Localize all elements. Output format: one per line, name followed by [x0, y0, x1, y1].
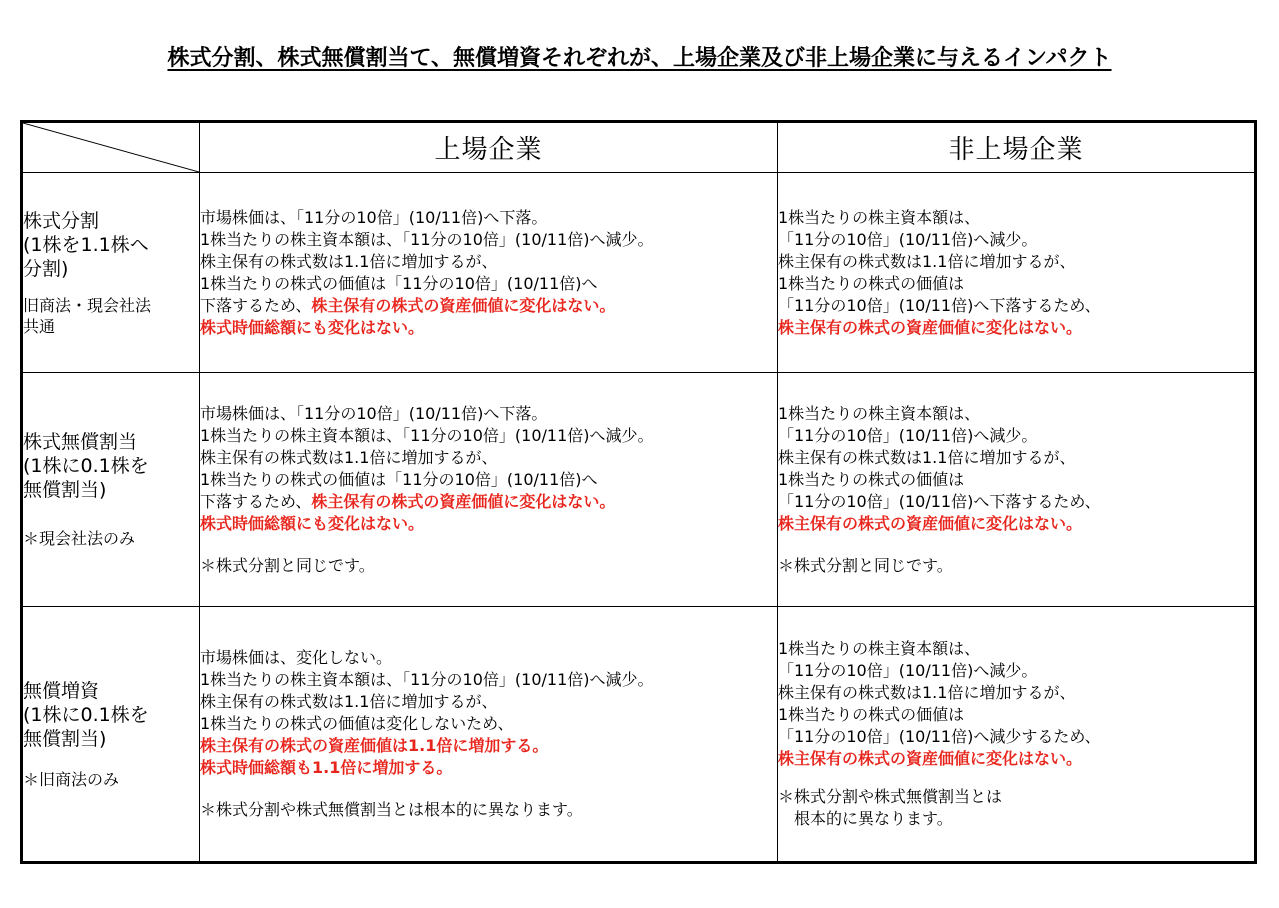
- cell-line: 株主保有の株式数は1.1倍に増加するが、: [200, 251, 498, 271]
- cell-free-capital-increase-unlisted: [778, 607, 1256, 863]
- highlight-line: 株式時価総額にも変化はない。: [200, 317, 425, 337]
- cell-line: 市場株価は、変化しない。: [200, 648, 393, 667]
- highlight-line: 株主保有の株式の資産価値に変化はない。: [778, 317, 1083, 337]
- cell-line: 「11分の10倍」(10/11倍)へ減少。: [778, 425, 1038, 445]
- cell-line: 1株当たりの株主資本額は、: [778, 403, 981, 423]
- cell-stock-split-listed: [200, 173, 778, 373]
- cell-line: 株主保有の株式数は1.1倍に増加するが、: [778, 683, 1076, 702]
- highlight-line: 株主保有の株式の資産価値は1.1倍に増加する。: [200, 736, 549, 755]
- cell-line: 「11分の10倍」(10/11倍)へ減少するため、: [778, 727, 1101, 746]
- document-title-text: 株式分割、株式無償割当て、無償増資それぞれが、上場企業及び非上場企業に与えるインパクト: [167, 46, 1112, 71]
- header-listed: 上場企業: [200, 122, 778, 173]
- row-header-free-capital-increase: [22, 607, 200, 863]
- cell-line: 株主保有の株式数は1.1倍に増加するが、: [200, 692, 498, 711]
- cell-line: 株主保有の株式数は1.1倍に増加するが、: [778, 251, 1076, 271]
- cell-stock-split-unlisted: [778, 173, 1256, 373]
- diagonal-line: [23, 123, 199, 172]
- cell-line: 1株当たりの株主資本額は、「11分の10倍」(10/11倍)へ減少。: [200, 229, 654, 249]
- cell-line: 株主保有の株式数は1.1倍に増加するが、: [200, 447, 498, 467]
- cell-line: [200, 295, 777, 317]
- cell-line: 「11分の10倍」(10/11倍)へ下落するため、: [778, 491, 1101, 511]
- cell-free-capital-increase-listed: [200, 607, 778, 863]
- cell-line: 1株当たりの株式の価値は: [778, 469, 965, 489]
- row-header-stock-split: [22, 173, 200, 373]
- header-unlisted: 非上場企業: [778, 122, 1256, 173]
- highlight-text: 株主保有の株式の資産価値に変化はない。: [311, 295, 616, 315]
- table-row-stock-split: [22, 173, 1256, 373]
- highlight-line: 株式時価総額も1.1倍に増加する。: [200, 758, 453, 777]
- cell-line: 1株当たりの株主資本額は、: [778, 207, 981, 227]
- cell-line: 1株当たりの株式の価値は変化しないため、: [200, 714, 514, 733]
- row-header-free-allotment: [22, 373, 200, 607]
- row-note: ＊旧商法のみ: [23, 769, 120, 789]
- cell-line: 1株当たりの株主資本額は、: [778, 639, 981, 658]
- cell-text: 下落するため、: [200, 295, 312, 315]
- row-name: 株式無償割当 (1株に0.1株を 無償割当): [23, 431, 149, 501]
- table-row-free-allotment: [22, 373, 1256, 607]
- row-note: ＊現会社法のみ: [23, 529, 136, 548]
- cell-line: 「11分の10倍」(10/11倍)へ減少。: [778, 229, 1038, 249]
- cell-note: ＊株式分割や株式無償割当とは 根本的に異なります。: [778, 787, 1003, 828]
- cell-line: 1株当たりの株主資本額は、「11分の10倍」(10/11倍)へ減少。: [200, 425, 654, 445]
- highlight-line: 株式時価総額にも変化はない。: [200, 513, 425, 533]
- cell-line: 市場株価は、「11分の10倍」(10/11倍)へ下落。: [200, 207, 548, 227]
- highlight-text: 株主保有の株式の資産価値に変化はない。: [311, 491, 616, 511]
- comparison-table: [20, 120, 1257, 864]
- cell-line: 1株当たりの株式の価値は「11分の10倍」(10/11倍)へ: [200, 469, 598, 489]
- cell-line: [200, 491, 777, 513]
- highlight-line: 株主保有の株式の資産価値に変化はない。: [778, 749, 1083, 768]
- row-note: 旧商法・現会社法 共通: [23, 295, 152, 336]
- cell-text: 下落するため、: [200, 491, 312, 511]
- cell-line: 「11分の10倍」(10/11倍)へ減少。: [778, 661, 1038, 680]
- cell-note: ＊株式分割と同じです。: [200, 555, 375, 575]
- corner-cell: [22, 122, 200, 173]
- row-name: 株式分割 (1株を1.1株へ 分割): [23, 209, 149, 280]
- cell-line: 1株当たりの株式の価値は「11分の10倍」(10/11倍)へ: [200, 273, 598, 293]
- cell-line: 株主保有の株式数は1.1倍に増加するが、: [778, 447, 1076, 467]
- header-row: [22, 122, 1256, 173]
- cell-line: 市場株価は、「11分の10倍」(10/11倍)へ下落。: [200, 403, 548, 423]
- cell-note: ＊株式分割や株式無償割当とは根本的に異なります。: [200, 800, 583, 819]
- row-name: 無償増資 (1株に0.1株を 無償割当): [23, 679, 149, 750]
- cell-line: 1株当たりの株主資本額は、「11分の10倍」(10/11倍)へ減少。: [200, 670, 654, 689]
- document-title: [0, 44, 1279, 74]
- cell-line: 1株当たりの株式の価値は: [778, 705, 965, 724]
- cell-line: 「11分の10倍」(10/11倍)へ下落するため、: [778, 295, 1101, 315]
- cell-note: ＊株式分割と同じです。: [778, 555, 953, 575]
- cell-free-allotment-listed: [200, 373, 778, 607]
- cell-line: 1株当たりの株式の価値は: [778, 273, 965, 293]
- table-row-free-capital-increase: [22, 607, 1256, 863]
- highlight-line: 株主保有の株式の資産価値に変化はない。: [778, 513, 1083, 533]
- cell-free-allotment-unlisted: [778, 373, 1256, 607]
